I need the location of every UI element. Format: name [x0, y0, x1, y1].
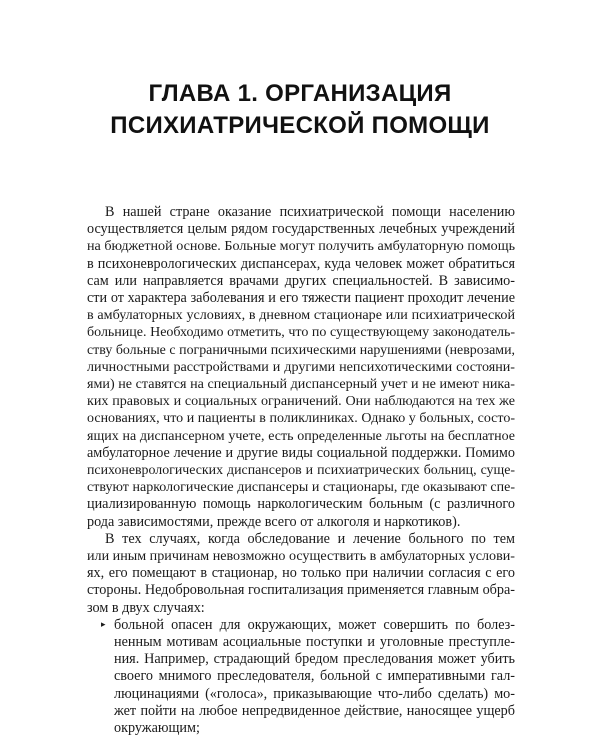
- paragraph-line: В тех случаях, когда обследование и лечение больного по тем: [105, 530, 515, 547]
- paragraph-line: ству больные с пограничными психическими нарушениями (неврозами,: [87, 342, 515, 358]
- paragraph-line: ями) не ставятся на специальный диспансерный учет и не имеют ника-: [87, 376, 515, 393]
- paragraph-line: ящих на диспансерном учете, есть определенные льготы на бесплатное: [87, 428, 515, 444]
- paragraph-line: в амбулаторных условиях, в дневном стационаре или психиатрической: [87, 307, 515, 324]
- bullet-line: окружающим;: [114, 720, 200, 737]
- bullet-line: [87, 617, 515, 634]
- chapter-title-line-1: ГЛАВА 1. ОРГАНИЗАЦИЯ: [148, 80, 452, 107]
- paragraph-line: ствуют наркологические диспансеры и стационары, где оказывают спе-: [87, 480, 515, 496]
- paragraph-line: рода зависимостями, прежде всего от алкоголя и наркотиков).: [87, 513, 461, 530]
- paragraph-line: зом в двух случаях:: [87, 599, 205, 616]
- paragraph-line: ких правовых и социальных ограничений. Они наблюдаются на тех же: [87, 393, 515, 410]
- chapter-title-line-2: ПСИХИАТРИЧЕСКОЙ ПОМОЩИ: [110, 112, 490, 139]
- paragraph-line: или иным причинам невозможно осуществить в амбулаторных услови-: [87, 548, 515, 565]
- bullet-line: люцинациями («голоса», приказывающие что-либо сделать) мо-: [114, 685, 515, 702]
- paragraph-line: В нашей стране оказание психиатрической помощи населению: [105, 204, 515, 220]
- paragraph-line: личностными расстройствами и другими непсихотическими состояни-: [87, 358, 515, 375]
- paragraph-line: стороны. Недобровольная госпитализация применяется главным обра-: [87, 582, 515, 599]
- paragraph-line: осуществляется целым рядом государственных лечебных учреждений: [87, 221, 515, 238]
- paragraph-line: циализированную помощь наркологическим больным (с различного: [87, 496, 515, 513]
- bullet-line: ненным мотивам асоциальные поступки и уголовные преступле-: [114, 634, 515, 651]
- paragraph-1: [87, 204, 515, 531]
- paragraph-line: основаниях, что и пациенты в поликлиниках. Однако у больных, состо-: [87, 411, 515, 427]
- paragraph-2: [87, 531, 515, 617]
- paragraph-line: на бюджетной основе. Больные могут получить амбулаторную помощь: [87, 238, 515, 255]
- paragraph-line: сти от характера заболевания и его тяжести пациент проходит лечение: [87, 290, 515, 307]
- paragraph-line: больнице. Необходимо отметить, что по существующему законодатель-: [87, 325, 515, 341]
- paragraph-line: сам или направляется врачами других специальностей. В зависимо-: [87, 272, 515, 289]
- bullet-line: ния. Например, страдающий бредом преследования может убить: [114, 651, 515, 668]
- bullet-line: своего мнимого преследователя, больной с императивными гал-: [114, 668, 515, 685]
- bullet-line-text: больной опасен для окружающих, может совершить по болез-: [114, 616, 515, 633]
- bullet-line: жет пойти на любое непредвиденное действие, наносящее ущерб: [114, 702, 515, 719]
- triangle-bullet-icon: ▸: [101, 619, 106, 630]
- paragraph-line: психоневрологических диспансеров и психиатрических больниц, суще-: [87, 463, 515, 479]
- chapter-title: [0, 78, 600, 142]
- paragraph-line: в психоневрологических диспансерах, куда человек может обратиться: [87, 255, 515, 272]
- bullet-item-1: [87, 617, 515, 737]
- body-text: [87, 204, 515, 737]
- paragraph-line: амбулаторное лечение и другие виды социальной поддержки. Помимо: [87, 444, 515, 461]
- paragraph-line: ях, его помещают в стационар, но только при наличии согласия с его: [87, 565, 515, 582]
